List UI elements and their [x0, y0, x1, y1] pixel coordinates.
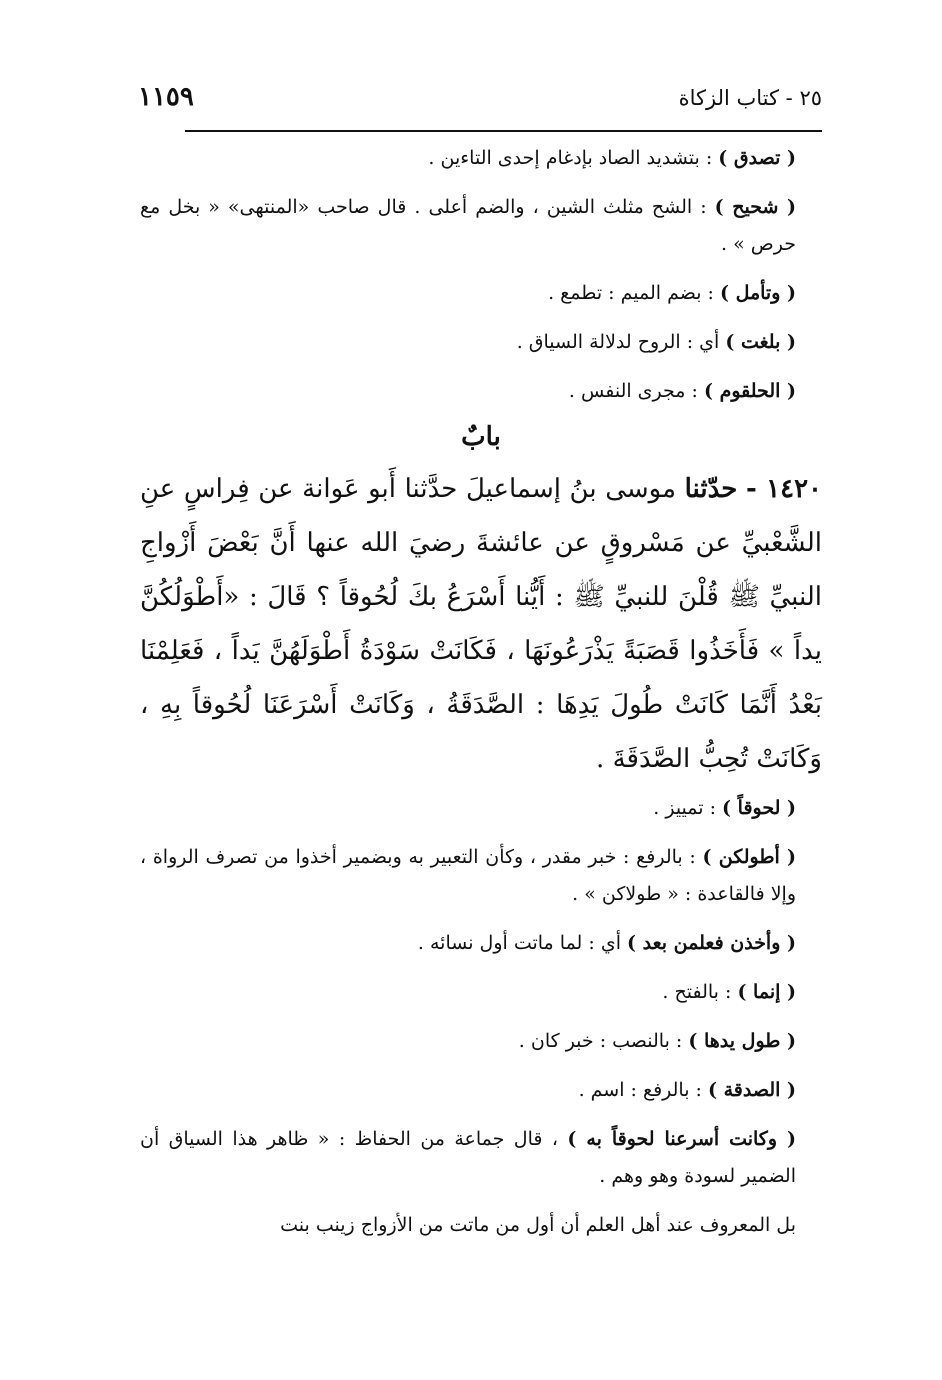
page-number: ١١٥٩: [138, 82, 194, 112]
chapter-title: ٢٥ - كتاب الزكاة: [678, 86, 822, 110]
note-shahih: [140, 189, 822, 263]
note-luhuqan: [140, 790, 822, 827]
note-hulqum: [140, 373, 822, 410]
note-text: : بالفتح .: [662, 981, 738, 1003]
note-balaghat: [140, 324, 822, 361]
note-text: : بالرفع : خبر مقدر ، وكأن التعبير به وبضمير أخذوا من تصرف الرواة ، وإلا فالقاعدة : « طولاكن » .: [140, 846, 796, 905]
note-text: بل المعروف عند أهل العلم أن أول من ماتت من الأزواج زينب بنت: [280, 1214, 796, 1236]
note-text: : بالنصب : خبر كان .: [518, 1030, 689, 1052]
hadith-lead: حدّثنا: [684, 474, 738, 504]
note-text: : مجرى النفس .: [568, 380, 704, 402]
note-akhadhna: [140, 925, 822, 962]
note-atwalukunna: [140, 839, 822, 913]
note-text: أي : الروح لدلالة السياق .: [516, 331, 726, 353]
note-tamul: [140, 275, 822, 312]
note-term: ( بلغت ): [725, 331, 796, 353]
note-term: ( وتأمل ): [719, 282, 796, 304]
page-body: [140, 140, 822, 1256]
note-term: ( وكانت أسرعنا لحوقاً به ): [567, 1128, 796, 1150]
note-term: ( الصدقة ): [708, 1079, 796, 1101]
note-term: ( إنما ): [737, 981, 796, 1003]
note-term: ( تصدق ): [718, 147, 796, 169]
note-sadaqa: [140, 1072, 822, 1109]
header-rule: [185, 130, 822, 132]
note-text: : الشح مثلث الشين ، والضم أعلى . قال صاحب «المنتهى» « بخل مع حرص » .: [140, 196, 796, 255]
note-term: ( لحوقاً ): [722, 797, 796, 819]
note-text: : بتشديد الصاد بإدغام إحدى التاءين .: [428, 147, 719, 169]
note-text: : بضم الميم : تطمع .: [548, 282, 720, 304]
note-term: ( طول يدها ): [688, 1030, 796, 1052]
note-tul-yadiha: [140, 1023, 822, 1060]
hadith-body: موسى بنُ إسماعيلَ حدَّثنا أَبو عَوانة عن فِراسٍ عنِ الشَّعْبيِّ عن مَسْروقٍ عن عائشةَ رضيَ الله عنها أَنَّ بَعْضَ أَزْواجِ النبيِّ ﷺ قُلْنَ للنبيِّ ﷺ : أَيُّنا أَسْرَعُ بكَ لُحُوقاً ؟ قَالَ : «أَطْوَلُكُنَّ يداً » فَأَخَذُوا قَصَبَةً يَذْرَعُونَهَا ، فَكَانَتْ سَوْدَةُ أَطْوَلَهُنَّ يَداً ، فَعَلِمْنَا بَعْدُ أَنَّمَا كَانَتْ طُولَ يَدِهَا : الصَّدَقَةُ ، وَكَانَتْ أَسْرَعَنَا لُحُوقاً بِهِ ، وَكَانَتْ تُحِبُّ الصَّدَقَةَ .: [140, 474, 822, 774]
note-text: ، قال جماعة من الحفاظ : « ظاهر هذا السياق أن الضمير لسودة وهو وهم .: [140, 1128, 796, 1187]
note-term: ( شحيح ): [714, 196, 796, 218]
note-text: : تمييز .: [653, 797, 723, 819]
note-innama: [140, 974, 822, 1011]
note-tasaddaq: [140, 140, 822, 177]
document-page: [138, 78, 823, 1236]
note-term: ( وأخذن فعلمن بعد ): [627, 932, 796, 954]
note-asraana: [140, 1121, 822, 1195]
note-text: : بالرفع : اسم .: [578, 1079, 708, 1101]
hadith-text: [140, 462, 822, 786]
note-continuation: [140, 1207, 822, 1244]
page-header: [140, 78, 822, 122]
section-heading: بابٌ: [461, 422, 501, 452]
note-text: أي : لما ماتت أول نسائه .: [417, 932, 628, 954]
note-term: ( أطولكن ): [702, 846, 796, 868]
note-term: ( الحلقوم ): [703, 380, 796, 402]
hadith-number: ١٤٢٠ -: [745, 474, 823, 504]
